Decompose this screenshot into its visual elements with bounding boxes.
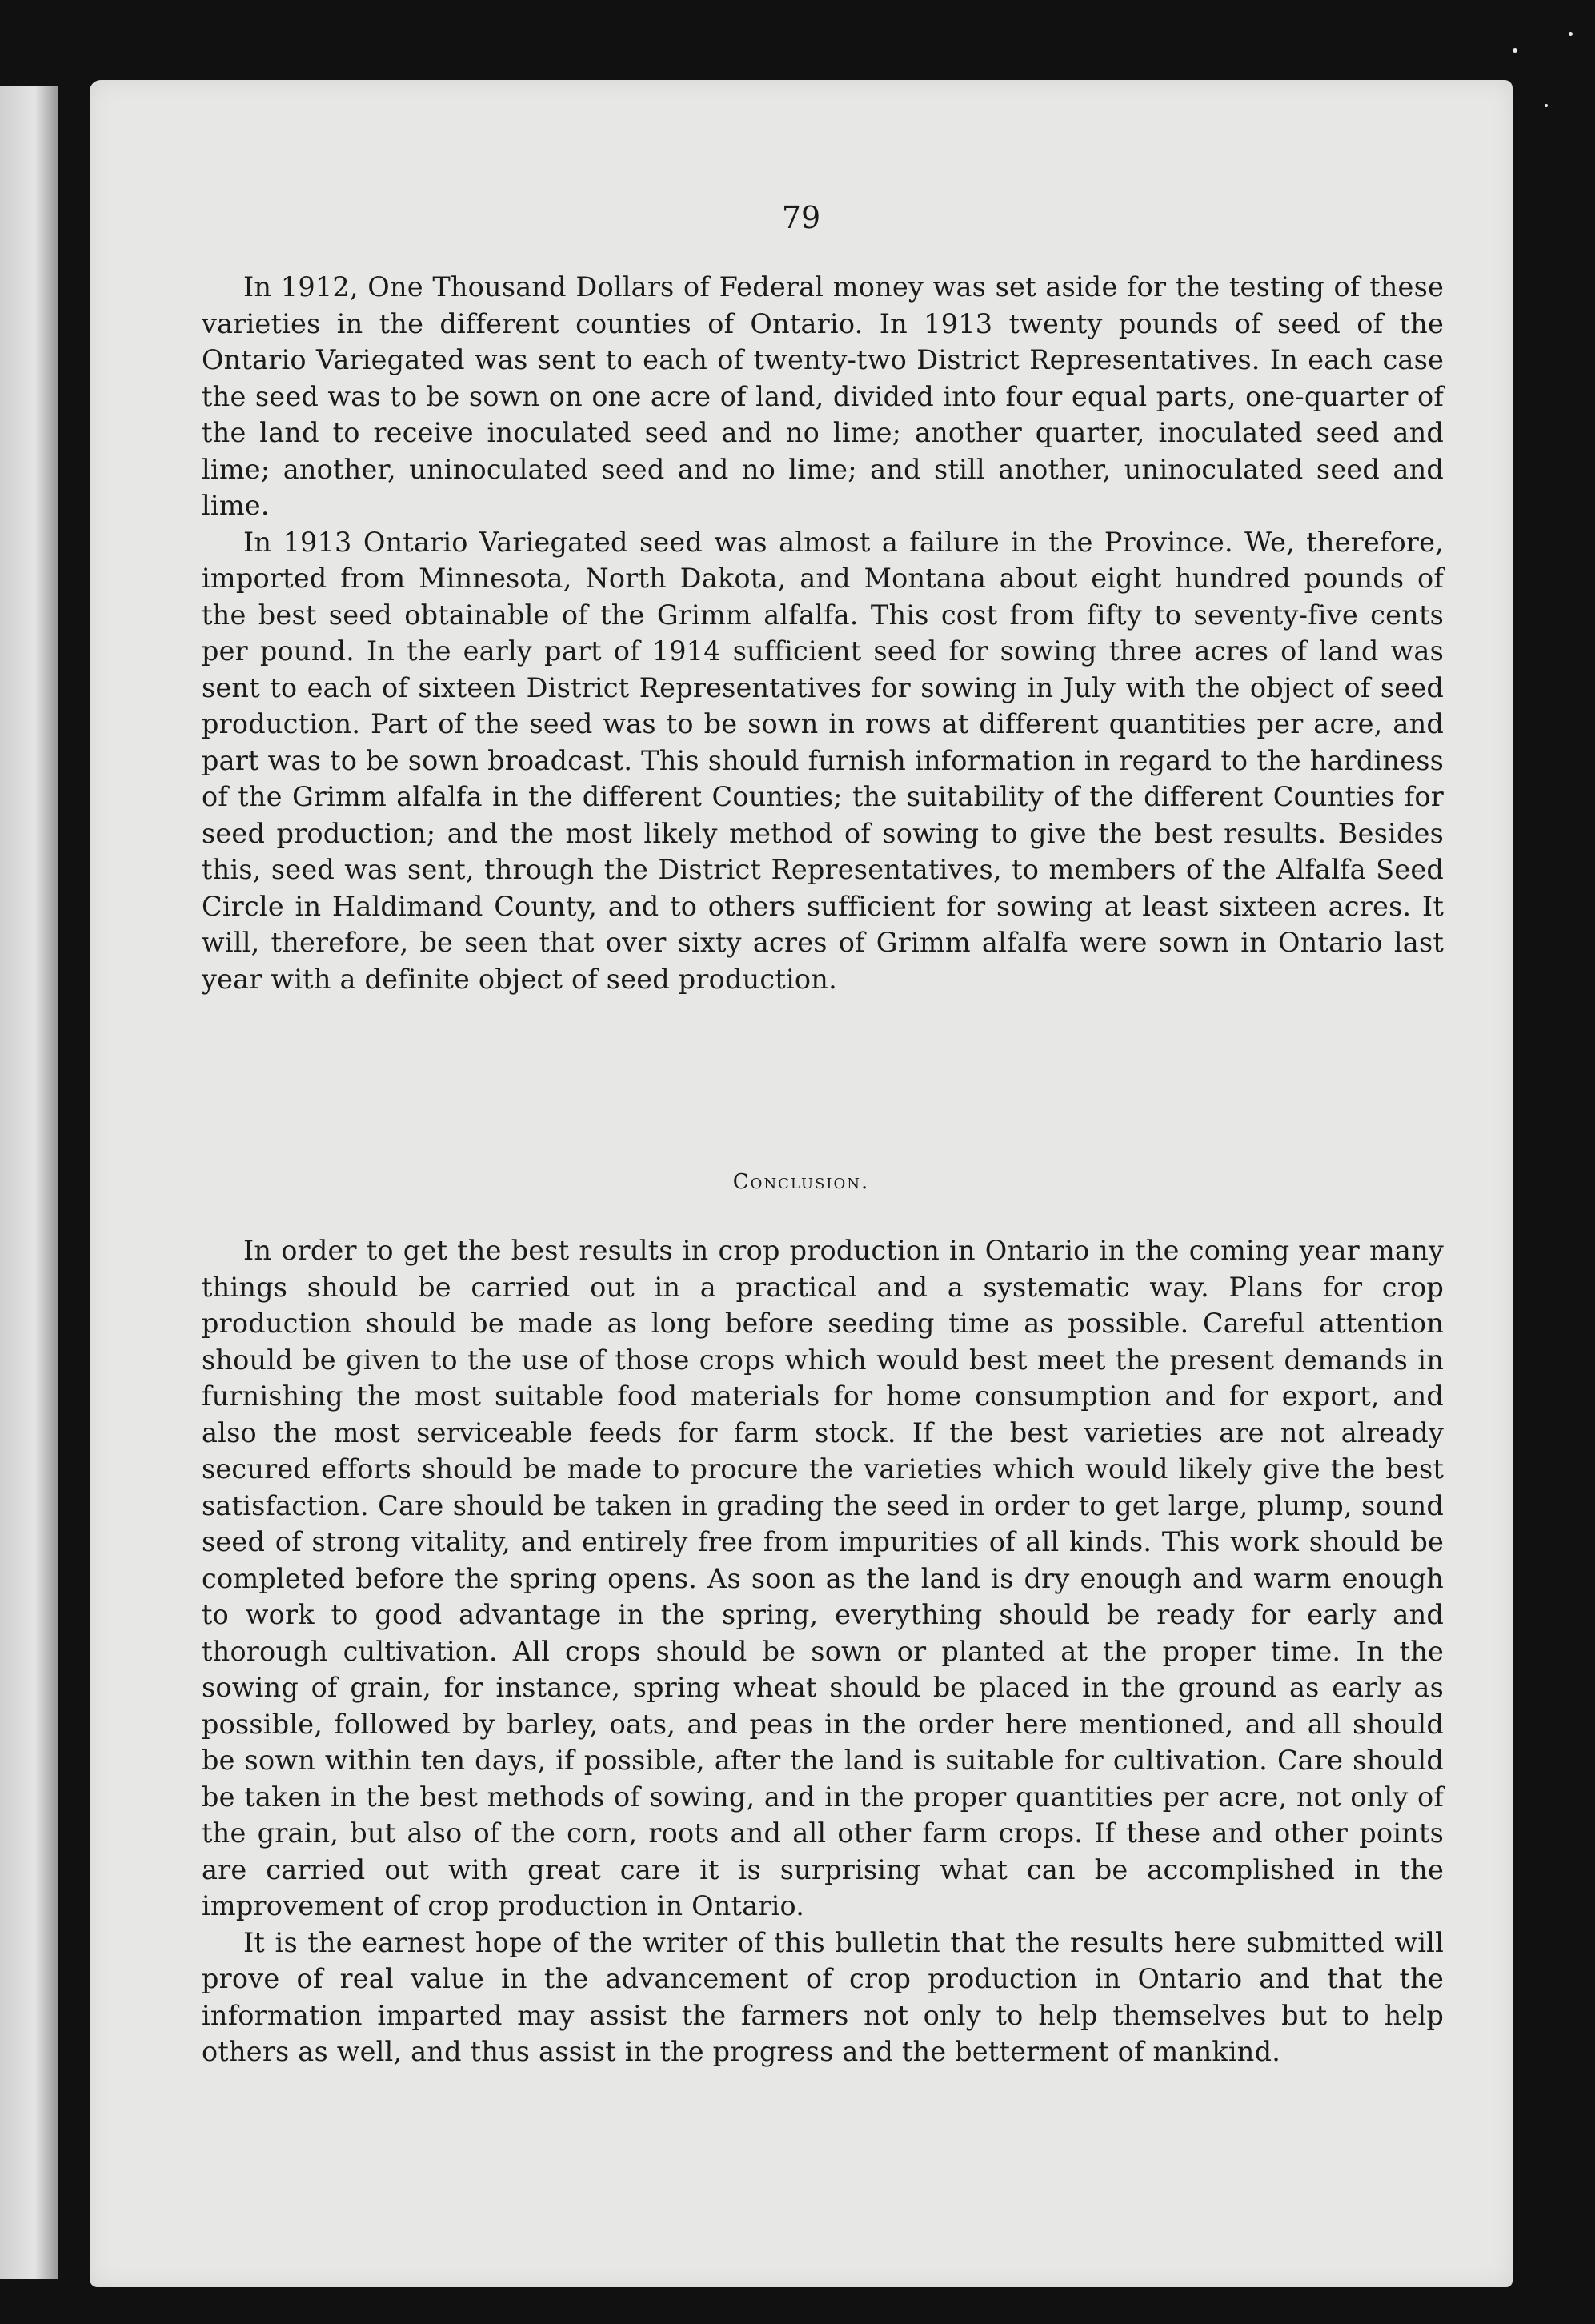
scan-speck [1513, 48, 1517, 53]
document-page [90, 80, 1513, 2287]
scan-speck [1545, 104, 1548, 107]
adjacent-page-edge [0, 86, 58, 2279]
paragraph: In order to get the best results in crop production in Ontario in the coming year many things should be carried out in a practical and a systematic way. Plans for crop production should be made as long before seeding time as possible. Careful attention should be given to the use of those crops which would best meet the present demands in furnishing the most suitable food materials for home consumption and for export, and also the most serviceable feeds for farm stock. If the best varieties are not already secured efforts should be made to procure the varieties which would likely give the best satisfaction. Care should be taken in grading the seed in order to get large, plump, sound seed of strong vitality, and entirely free from impurities of all kinds. This work should be completed before the spring opens. As soon as the land is dry enough and warm enough to work to good advantage in the spring, everything should be ready for early and thorough cultivation. All crops should be sown or planted at the proper time. In the sowing of grain, for instance, spring wheat should be placed in the ground as early as possible, followed by barley, oats, and peas in the order here mentioned, and all should be sown within ten days, if possible, after the land is suitable for cultivation. Care should be taken in the best methods of sowing, and in the proper quantities per acre, not only of the grain, but also of the corn, roots and all other farm crops. If these and other points are carried out with great care it is surprising what can be accomplished in the improvement of crop production in Ontario. [202, 1235, 1444, 1921]
paragraph: It is the earnest hope of the writer of this bulletin that the results here submitted will prove of real value in the advancement of crop production in Ontario and that the information imparted may assist the farmers not only to help themselves but to help others as well, and thus assist in the progress and the betterment of mankind. [202, 1926, 1444, 2067]
body-text-bottom [202, 1232, 1444, 2070]
section-heading: Conclusion. [732, 1170, 870, 1194]
paragraph: In 1913 Ontario Variegated seed was almost a failure in the Province. We, therefore, imported from Minnesota, North Dakota, and Montana about eight hundred pounds of the best seed obtainable of the Grimm alfalfa. This cost from fifty to seventy-five cents per pound. In the early part of 1914 sufficient seed for sowing three acres of land was sent to each of sixteen District Representatives for sowing in July with the object of seed production. Part of the seed was to be sown in rows at different quantities per acre, and part was to be sown broadcast. This should furnish information in regard to the hardiness of the Grimm alfalfa in the different Counties; the suitability of the different Counties for seed production; and the most likely method of sowing to give the best results. Besides this, seed was sent, through the District Representatives, to members of the Alfalfa Seed Circle in Haldimand County, and to others sufficient for sowing at least sixteen acres. It will, therefore, be seen that over sixty acres of Grimm alfalfa were sown in Ontario last year with a definite object of seed production. [202, 526, 1444, 995]
scan-speck [1569, 32, 1573, 36]
body-text-top [202, 269, 1444, 997]
paragraph: In 1912, One Thousand Dollars of Federal money was set aside for the testing of these varieties in the different counties of Ontario. In 1913 twenty pounds of seed of the Ontario Variegated was sent to each of twenty-two District Representatives. In each case the seed was to be sown on one acre of land, divided into four equal parts, one-quarter of the land to receive inoculated seed and no lime; another quarter, inoculated seed and lime; another, uninoculated seed and no lime; and still another, uninoculated seed and lime. [202, 271, 1444, 521]
page-number: 79 [781, 200, 821, 235]
